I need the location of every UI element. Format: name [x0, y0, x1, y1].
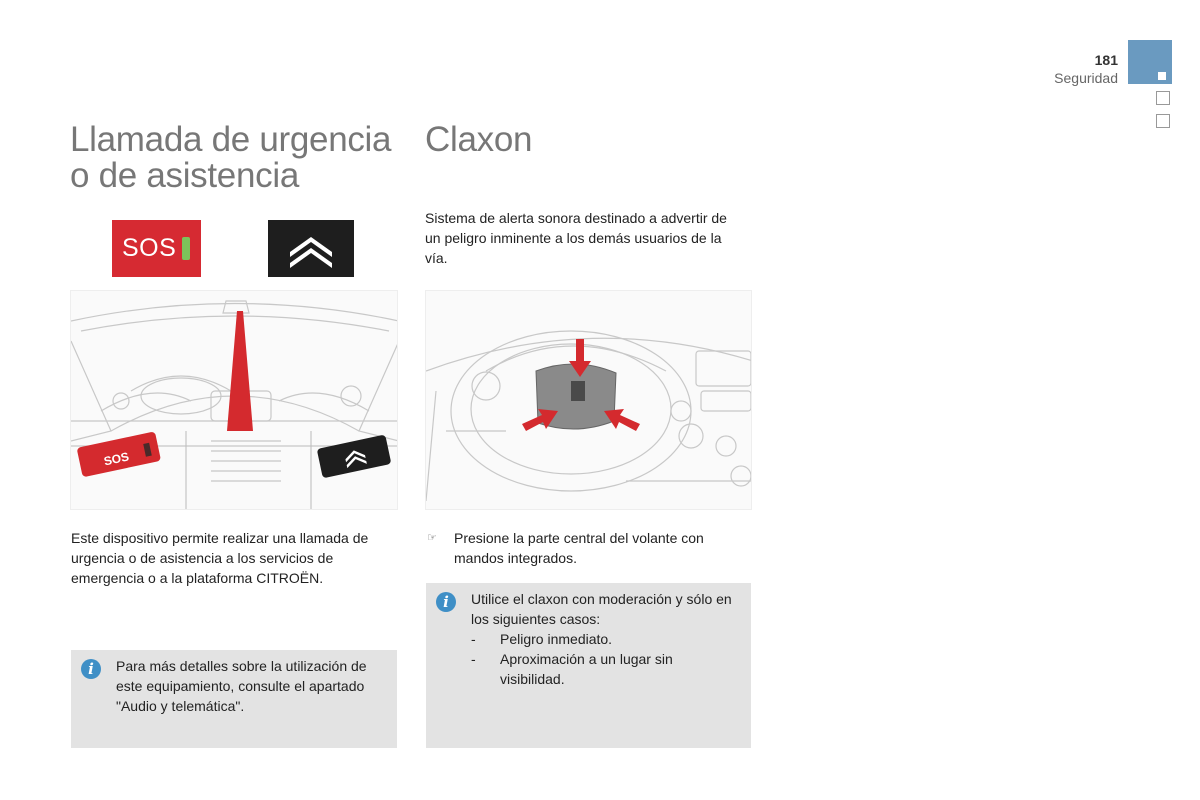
- info-text: Para más detalles sobre la utilización de este equipamiento, consulte el apartado "Audio y telemática".: [116, 658, 367, 714]
- chapter-tab[interactable]: [1156, 114, 1170, 128]
- page-title-horn: Claxon: [425, 120, 533, 159]
- chapter-tab-active[interactable]: [1128, 40, 1172, 84]
- sos-button-illustration: [112, 220, 201, 277]
- info-icon: i: [436, 592, 456, 612]
- dashboard-sos-illustration: [70, 290, 398, 510]
- list-item: - Peligro inmediato.: [471, 631, 613, 647]
- title-line: Llamada de urgencia: [70, 120, 392, 159]
- chapter-tab[interactable]: [1156, 91, 1170, 105]
- assistance-button-illustration: [268, 220, 354, 277]
- emergency-call-description: Este dispositivo permite realizar una llamada de urgencia o de asistencia a los servicios de emergencia o a la plataforma CITROËN.: [71, 530, 369, 586]
- page-number: 181: [1094, 52, 1118, 68]
- list-item-text: Aproximación a un lugar sin visibilidad.: [500, 651, 673, 687]
- sos-led-indicator: [182, 237, 190, 260]
- citroen-chevrons-icon: [268, 220, 354, 277]
- title-line: o de asistencia: [70, 156, 299, 195]
- info-box-horn-usage: [426, 583, 751, 748]
- page-title-emergency-call: [70, 122, 410, 194]
- list-item-text: Peligro inmediato.: [500, 631, 613, 647]
- dashboard-sos-text: SOS: [102, 449, 131, 469]
- info-box-audio: [71, 650, 397, 748]
- info-intro: Utilice el claxon con moderación y sólo en los siguientes casos:: [471, 591, 732, 627]
- info-list: [471, 629, 741, 689]
- info-text: [471, 589, 741, 689]
- steering-wheel-horn-illustration: [425, 290, 752, 510]
- section-name: Seguridad: [1054, 70, 1118, 86]
- info-icon: i: [81, 659, 101, 679]
- sos-label: SOS: [122, 234, 177, 262]
- pointing-hand-icon: ☞: [427, 532, 437, 544]
- tab-marker: [1158, 72, 1166, 80]
- horn-description: Sistema de alerta sonora destinado a advertir de un peligro inminente a los demás usuarios de la vía.: [425, 210, 727, 266]
- instruction-text: Presione la parte central del volante con mandos integrados.: [454, 530, 704, 566]
- pointer-arrow: [227, 311, 253, 431]
- list-item: - Aproximación a un lugar sin visibilidad.: [471, 651, 673, 687]
